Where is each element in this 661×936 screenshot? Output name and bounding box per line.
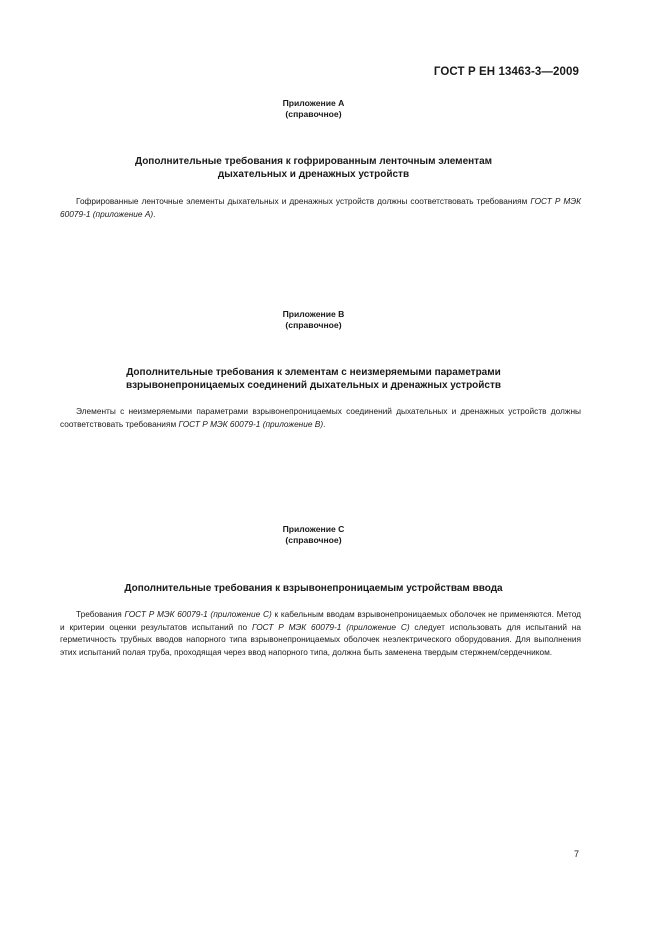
annex-c-reference-2: ГОСТ Р МЭК 60079-1 (приложение С) [251,621,410,632]
document-code-header: ГОСТ Р ЕН 13463-3—2009 [433,66,579,78]
annex-a-status: (справочное) [285,109,342,119]
annex-b-title-line2: взрывонепроницаемых соединений дыхательных и дренажных устройств [125,380,502,391]
annex-b-text-end: . [323,418,326,429]
annex-c-text-1: Требования [76,609,125,619]
annex-c-reference-1: ГОСТ Р МЭК 60079-1 (приложение С) [124,609,272,619]
annex-a-reference: ГОСТ Р МЭК 60079-1 (приложение А) [60,196,581,219]
annex-b-text: Элементы с неизмеряемыми параметрами взрывонепроницаемых соединений дыхательных и дренажных устройств должны соответствовать требованиям [60,406,581,429]
annex-c-text-3: следует использовать для испытаний на герметичность трубных вводов напорного типа взрывонепроницаемых оболочек неэлектрического оборудования. Для выполнения этих испытаний полая труба, проходящая через ввод напорного типа, должна быть заменена твердым стержнем/сердечником. [60,621,581,657]
annex-a-text-end: . [153,208,156,219]
annex-c-text-2: к кабельным вводам взрывонепроницаемых оболочек не применяются. Метод и критерии оценки результатов испытаний по [60,609,581,632]
annex-c-paragraph [60,608,581,658]
annex-c-status: (справочное) [285,535,342,545]
page-number: 7 [573,849,579,859]
annex-b-reference: ГОСТ Р МЭК 60079-1 (приложение В) [178,418,324,429]
annex-a-title-line2: дыхательных и дренажных устройств [217,169,410,180]
annex-a-label: Приложение А [282,98,345,108]
annex-b-paragraph [60,405,581,430]
annex-a-paragraph [60,195,581,220]
annex-a-text: Гофрированные ленточные элементы дыхательных и дренажных устройств должны соответствовать требованиям [76,196,531,206]
annex-c-title-line1: Дополнительные требования к взрывонепроницаемым устройствам ввода [124,583,503,594]
annex-b-title-line1: Дополнительные требования к элементам с неизмеряемыми параметрами [126,367,501,378]
annex-b-label: Приложение В [282,309,345,319]
annex-c-label: Приложение С [282,524,345,534]
annex-a-title-line1: Дополнительные требования к гофрированным ленточным элементам [134,156,493,167]
annex-b-status: (справочное) [285,320,342,330]
